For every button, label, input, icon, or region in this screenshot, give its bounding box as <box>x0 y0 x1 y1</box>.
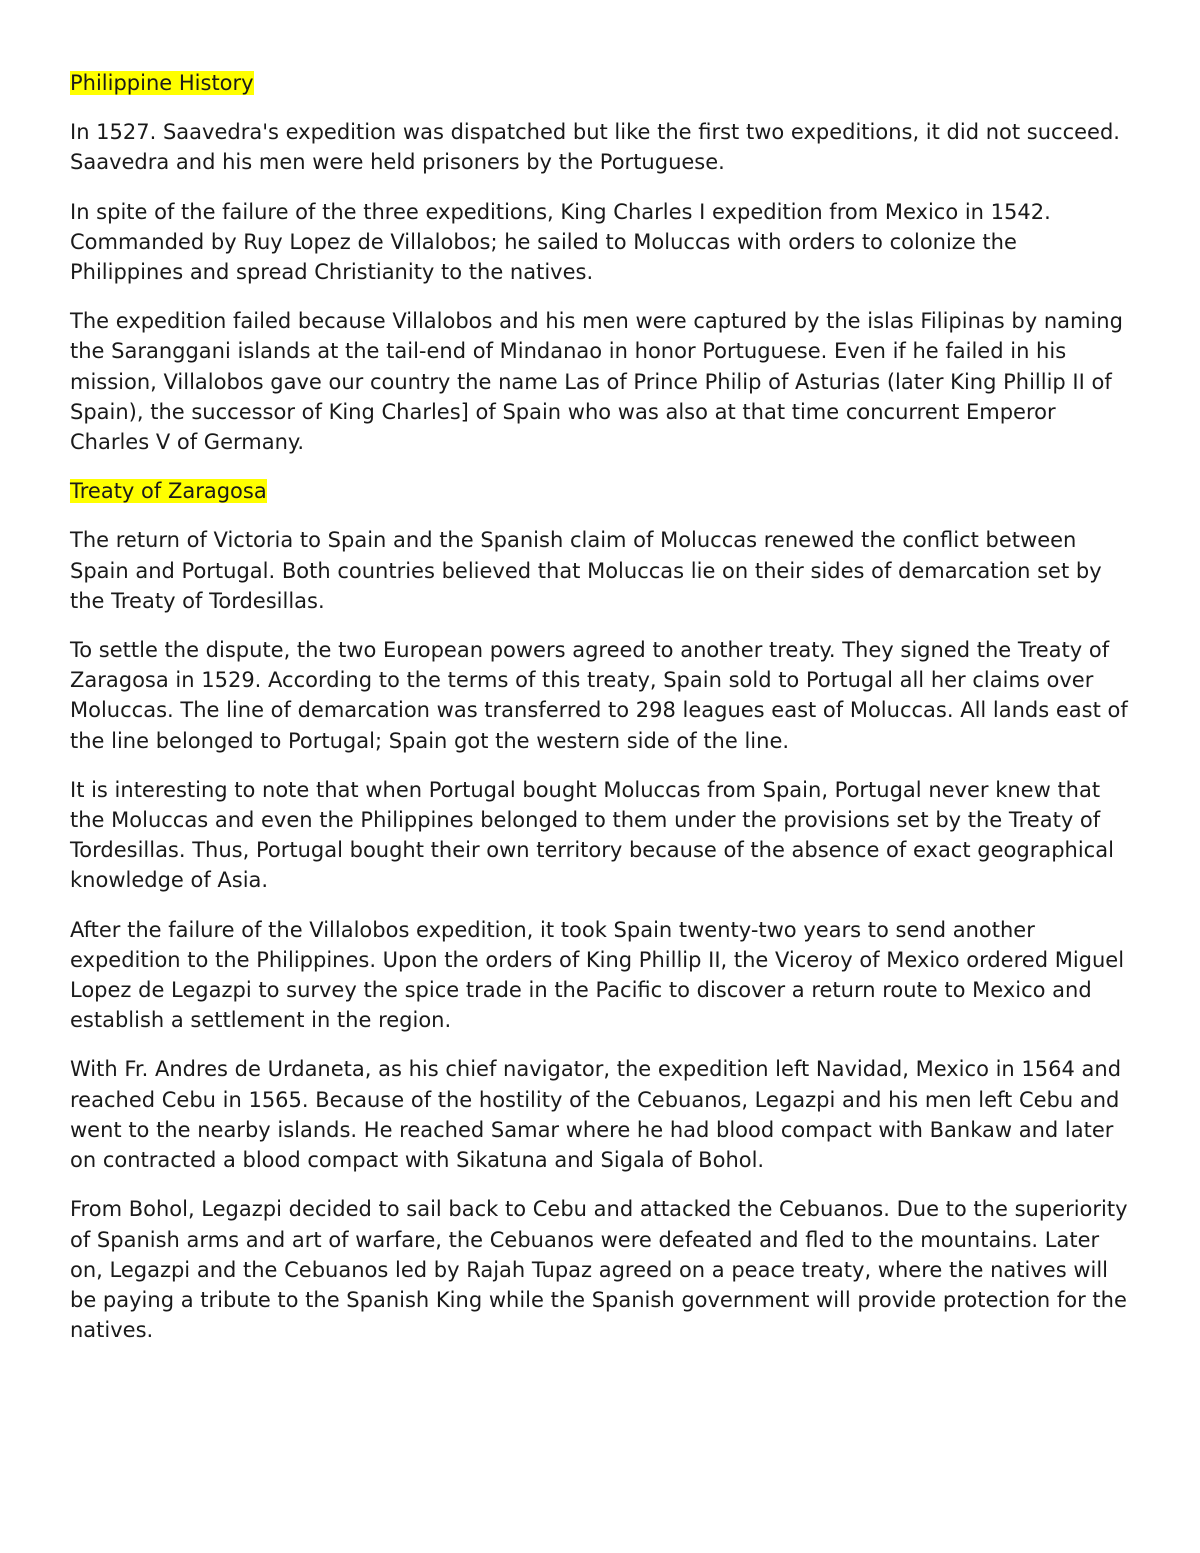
paragraph-return-of-victoria: The return of Victoria to Spain and the Spanish claim of Moluccas renewed the conflict between Spain and Portugal. Both countries believed that Moluccas lie on their sides of demarcation set by the Treaty of Tordesillas. <box>70 528 1102 613</box>
section-heading-treaty-of-zaragosa <box>70 476 1136 506</box>
document-page <box>70 68 1136 1364</box>
paragraph-after-failure: After the failure of the Villalobos expedition, it took Spain twenty-two years to send another expedition to the Philippines. Upon the orders of King Phillip II, the Viceroy of Mexico ordered Miguel Lopez de Legazpi to survey the spice trade in the Pacific to discover a return route to Mexico and establish a settlement in the region. <box>70 917 1125 1033</box>
paragraph-urdaneta: With Fr. Andres de Urdaneta, as his chief navigator, the expedition left Navidad, Mexico in 1564 and reached Cebu in 1565. Because of the hostility of the Cebuanos, Legazpi and his men left Cebu and went to the nearby islands. He reached Samar where he had blood compact with Bankaw and later on contracted a blood compact with Sikatuna and Sigala of Bohol. <box>70 1057 1122 1173</box>
paragraph-saavedra: In 1527. Saavedra's expedition was dispatched but like the first two expeditions, it did not succeed. Saavedra and his men were held prisoners by the Portuguese. <box>70 120 1120 175</box>
section-heading-philippine-history <box>70 68 1136 98</box>
paragraph-from-bohol: From Bohol, Legazpi decided to sail back to Cebu and attacked the Cebuanos. Due to the superiority of Spanish arms and art of warfare, the Cebuanos were defeated and fled to the mountains. Later on, Legazpi and the Cebuanos led by Rajah Tupaz agreed on a peace treaty, where the natives will be paying a tribute to the Spanish King while the Spanish government will provide protection for the natives. <box>70 1197 1128 1343</box>
highlighted-heading-text: Treaty of Zaragosa <box>70 479 267 504</box>
highlighted-heading-text: Philippine History <box>70 71 254 95</box>
paragraph-expedition-failed: The expedition failed because Villalobos and his men were captured by the islas Filipinas by naming the Saranggani islands at the tail-end of Mindanao in honor Portuguese. Even if he failed in his mission, Villalobos gave our country the name Las of Prince Philip of Asturias (later King Phillip II of Spain), the successor of King Charles] of Spain who was also at that time concurrent Emperor Charles V of Germany. <box>70 309 1123 455</box>
paragraph-settle-dispute: To settle the dispute, the two European powers agreed to another treaty. They signed the Treaty of Zaragosa in 1529. According to the terms of this treaty, Spain sold to Portugal all her claims over Moluccas. The line of demarcation was transferred to 298 leagues east of Moluccas. All lands east of the line belonged to Portugal; Spain got the western side of the line. <box>70 638 1128 753</box>
paragraph-interesting-note: It is interesting to note that when Portugal bought Moluccas from Spain, Portugal never knew that the Moluccas and even the Philippines belonged to them under the provisions set by the Treaty of Tordesillas. Thus, Portugal bought their own territory because of the absence of exact geographical knowledge of Asia. <box>70 777 1114 893</box>
paragraph-villalobos-expedition: In spite of the failure of the three expeditions, King Charles I expedition from Mexico in 1542. Commanded by Ruy Lopez de Villalobos; he sailed to Moluccas with orders to colonize the Philippines and spread Christianity to the natives. <box>70 199 1051 285</box>
